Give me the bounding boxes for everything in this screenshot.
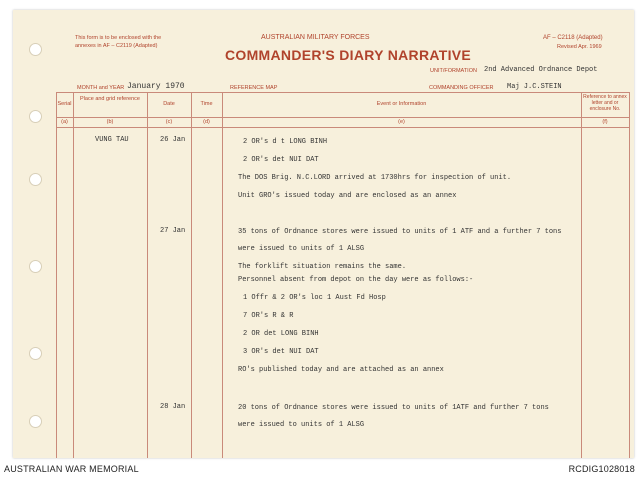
col-header-serial: Serial [57,101,72,107]
subheader-divider [56,127,630,128]
col-sub-a: (a) [61,119,68,125]
col-header-date: Date [163,101,175,107]
entry-date: 28 Jan [160,403,186,411]
entry-line: 3 OR's det NUI DAT [243,348,319,356]
col-line [629,92,630,458]
entry-line: Personnel absent from depot on the day were as follows:- [238,276,474,284]
punch-hole [29,173,42,186]
form-number: AF – C2118 (Adapted) [543,35,603,41]
col-line [147,92,148,458]
revised-date: Revised Apr. 1969 [557,44,602,50]
commanding-officer-label: COMMANDING OFFICER [429,85,494,91]
entry-line: were issued to units of 1 ALSG [238,421,365,429]
col-sub-f: (f) [602,119,608,125]
enclose-note-1: This form is to be enclosed with the [75,35,162,41]
col-sub-b: (b) [106,119,114,125]
org-name: AUSTRALIAN MILITARY FORCES [261,34,370,41]
punch-hole [29,415,42,428]
entry-date: 27 Jan [160,227,186,235]
col-header-time: Time [200,101,213,107]
entry-line: The DOS Brig. N.C.LORD arrived at 1730hrs for inspection of unit. [238,174,512,182]
entry-line: The forklift situation remains the same. [238,263,407,271]
diary-sheet [13,10,634,458]
col-line [222,92,223,458]
col-line [56,92,57,458]
punch-hole [29,347,42,360]
col-line [581,92,582,458]
month-value: January 1970 [127,82,185,91]
form-title: COMMANDER'S DIARY NARRATIVE [225,47,472,63]
col-sub-e: (e) [398,119,405,125]
entry-line: 2 OR det LONG BINH [243,330,319,338]
col-sub-c: (c) [165,119,173,125]
entry-line: 2 OR's det NUI DAT [243,156,319,164]
entry-date: 26 Jan [160,136,186,144]
punch-hole [29,43,42,56]
col-line [73,92,74,458]
entry-line: 1 Offr & 2 OR's loc 1 Aust Fd Hosp [243,294,386,302]
entry-line: 20 tons of Ordnance stores were issued to units of 1ATF and further 7 tons [238,404,549,412]
col-sub-d: (d) [203,119,210,125]
enclose-note-2: annexes in AF – C2119 (Adapted) [75,43,158,49]
col-header-reference: Reference to annex letter and or enclosure No. [583,94,627,112]
month-label: MONTH and YEAR [77,85,125,91]
col-header-place: Place and grid reference [80,96,140,102]
col-header-event: Event or Information [376,101,427,107]
punch-hole [29,110,42,123]
col-line [191,92,192,458]
punch-hole [29,260,42,273]
footer-archive-name: AUSTRALIAN WAR MEMORIAL [4,464,139,474]
commanding-officer-value: Maj J.C.STEIN [507,83,562,91]
table-top-line [56,92,630,93]
entry-line: Unit GRO's issued today and are enclosed as an annex [238,192,457,200]
reference-map-label: REFERENCE MAP [230,85,278,91]
entry-line: were issued to units of 1 ALSG [238,245,365,253]
header-divider [56,117,630,118]
entry-line: RO's published today and are attached as an annex [238,366,444,374]
footer-record-id: RCDIG1028018 [568,464,635,474]
unit-value: 2nd Advanced Ordnance Depot [484,66,598,74]
entry-line: 7 OR's R & R [243,312,294,320]
entry-line: 2 OR's d t LONG BINH [243,138,328,146]
entry-place: VUNG TAU [95,136,129,144]
entry-line: 35 tons of Ordnance stores were issued to units of 1 ATF and a further 7 tons [238,228,562,236]
unit-label: UNIT/FORMATION [430,68,477,74]
